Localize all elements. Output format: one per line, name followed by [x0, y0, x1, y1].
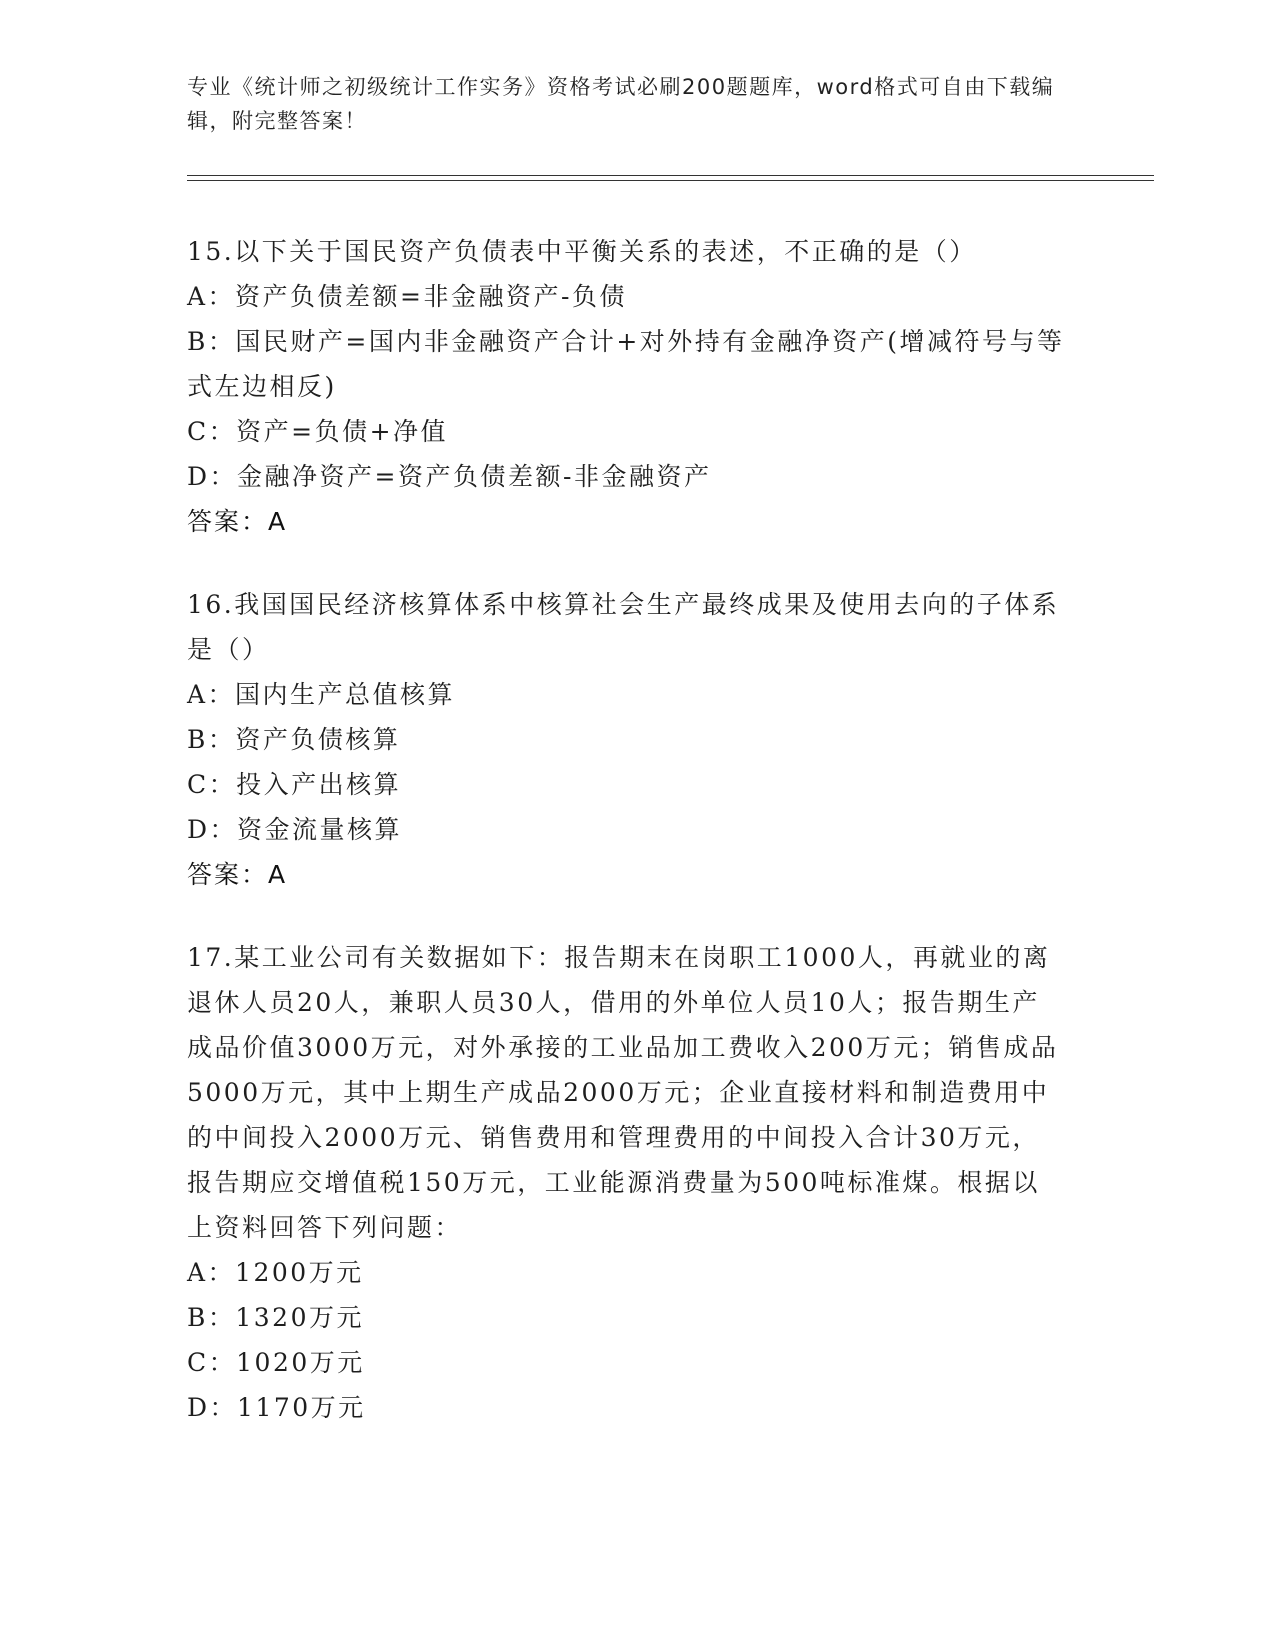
- option-c: C：投入产出核算: [187, 770, 402, 799]
- question-list: [187, 229, 1067, 1468]
- question-17: [187, 935, 1067, 1430]
- answer-label: 答案：A: [187, 507, 288, 536]
- document-header: 专业《统计师之初级统计工作实务》资格考试必刷200题题库，word格式可自由下载编辑，附完整答案！: [187, 75, 1055, 133]
- answer-label: 答案：A: [187, 860, 288, 889]
- option-d: D：资金流量核算: [187, 815, 403, 844]
- header-divider-top: [187, 175, 1154, 176]
- option-c: C：资产=负债+净值: [187, 417, 449, 446]
- question-stem: 15.以下关于国民资产负债表中平衡关系的表述，不正确的是（）: [187, 237, 977, 266]
- question-16: [187, 582, 1067, 897]
- option-d: D：金融净资产=资产负债差额-非金融资产: [187, 462, 712, 491]
- header-divider-bottom: [187, 180, 1154, 181]
- option-b: B：国民财产=国内非金融资产合计+对外持有金融净资产(增减符号与等式左边相反): [187, 327, 1065, 401]
- question-stem: 17.某工业公司有关数据如下：报告期末在岗职工1000人，再就业的离退休人员20人，兼职人员30人，借用的外单位人员10人；报告期生产成品价值3000万元，对外承接的工业品加工费收入200万元；销售成品5000万元，其中上期生产成品2000万元；企业直接材料和制造费用中的中间投入2000万元、销售费用和管理费用的中间投入合计30万元，报告期应交增值税150万元，工业能源消费量为500吨标准煤。根据以上资料回答下列问题：: [187, 943, 1059, 1242]
- option-b: B：资产负债核算: [187, 725, 401, 754]
- question-15: [187, 229, 1067, 544]
- option-c: C：1020万元: [187, 1348, 365, 1377]
- option-b: B：1320万元: [187, 1303, 364, 1332]
- option-a: A：1200万元: [187, 1258, 364, 1287]
- option-d: D：1170万元: [187, 1393, 366, 1422]
- option-a: A：资产负债差额=非金融资产-负债: [187, 282, 627, 311]
- question-stem: 16.我国国民经济核算体系中核算社会生产最终成果及使用去向的子体系是（）: [187, 590, 1060, 664]
- option-a: A：国内生产总值核算: [187, 680, 456, 709]
